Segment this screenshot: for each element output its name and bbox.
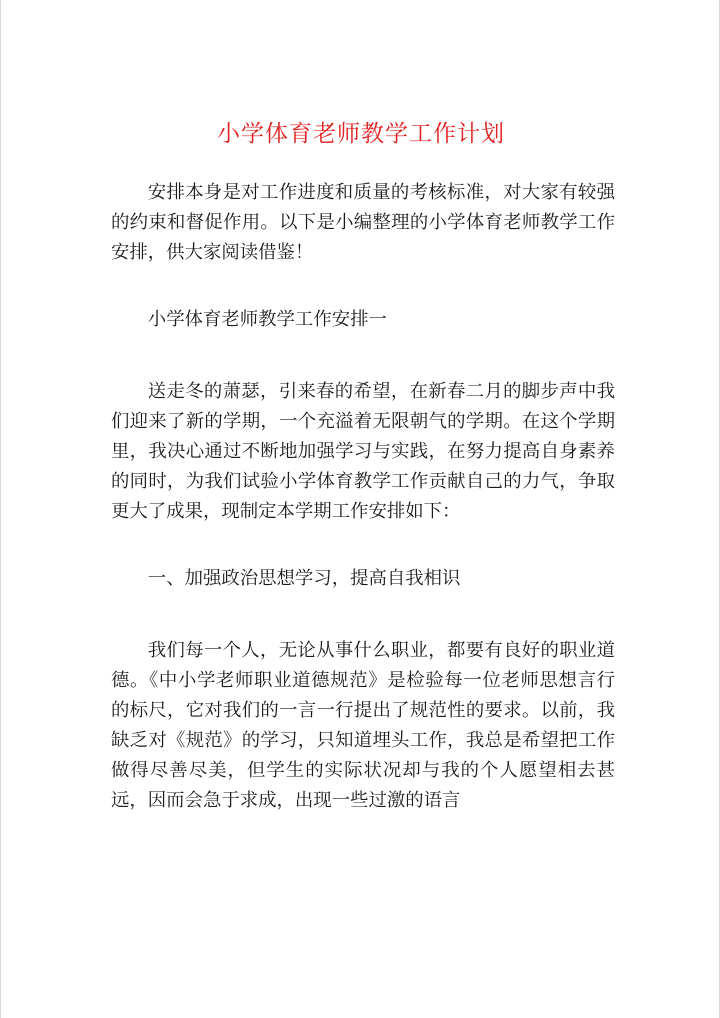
- intro-paragraph: 安排本身是对工作进度和质量的考核标准，对大家有较强的约束和督促作用。以下是小编整理的小学体育老师教学工作安排，供大家阅读借鉴！: [111, 182, 615, 263]
- document-body: [111, 178, 615, 853]
- document-title: 小学体育老师教学工作计划: [217, 121, 505, 147]
- body-paragraph: 送走冬的萧瑟，引来春的希望，在新春二月的脚步声中我们迎来了新的学期，一个充溢着无限朝气的学期。在这个学期里，我决心通过不断地加强学习与实践，在努力提高自身素养的同时，为我们试验小学体育教学工作贡献自己的力气，争取更大了成果，现制定本学期工作安排如下：: [111, 381, 615, 522]
- section-heading: 小学体育老师教学工作安排一: [147, 309, 387, 330]
- subsection-heading: 一、加强政治思想学习，提高自我相识: [147, 568, 461, 589]
- body-paragraph: 我们每一个人，无论从事什么职业，都要有良好的职业道德。《中小学老师职业道德规范》是检验每一位老师思想言行的标尺，它对我们的一言一行提出了规范性的要求。以前，我缺乏对《规范》的学习，只知道埋头工作，我总是希望把工作做得尽善尽美，但学生的实际状况却与我的个人愿望相去甚远，因而会急于求成，出现一些过激的语言: [111, 640, 615, 811]
